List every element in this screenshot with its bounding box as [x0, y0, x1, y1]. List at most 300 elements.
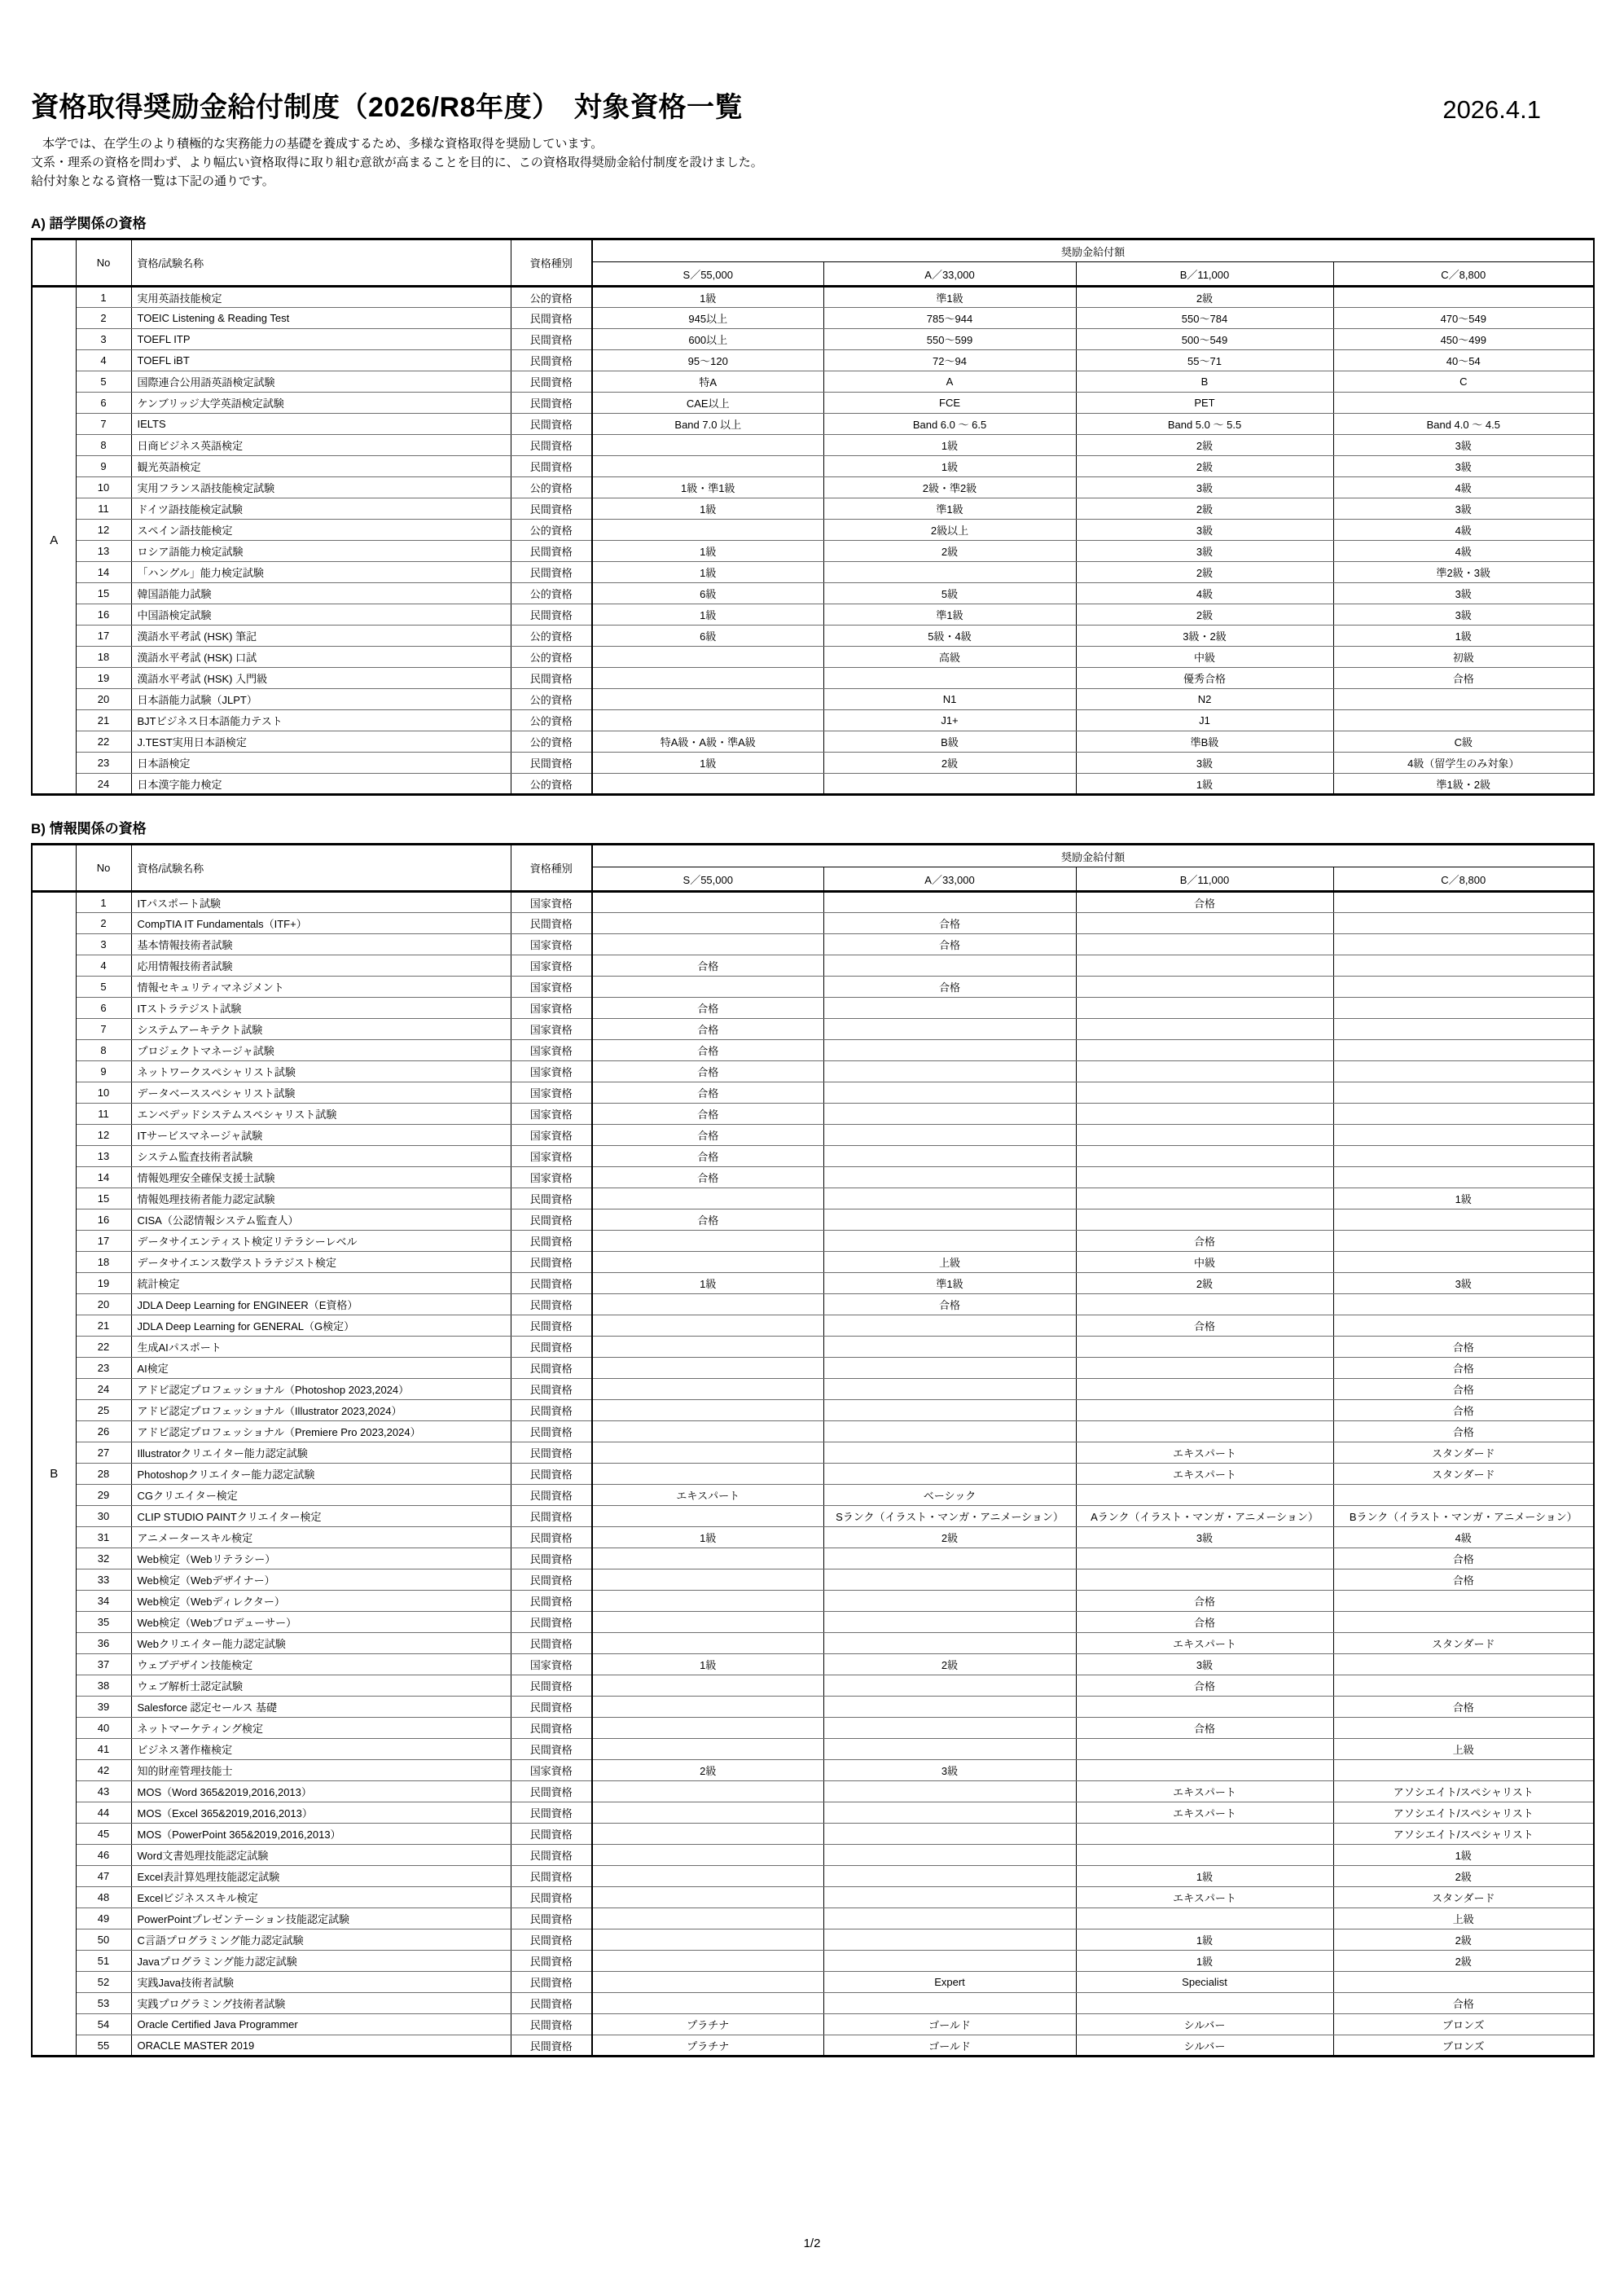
qualification-name: Web検定（Webプロデューサー） [131, 1612, 511, 1633]
qualification-name: プロジェクトマネージャ試験 [131, 1040, 511, 1061]
row-number: 29 [76, 1485, 131, 1506]
group-column-header [32, 845, 76, 892]
grade-s: 1級・準1級 [592, 477, 823, 498]
row-number: 10 [76, 477, 131, 498]
grade-b: 2級 [1076, 604, 1333, 626]
table-row [32, 287, 1594, 308]
qualification-name: 基本情報技術者試験 [131, 934, 511, 955]
qualification-name: アドビ認定プロフェッショナル（Premiere Pro 2023,2024） [131, 1421, 511, 1442]
name-column-header: 資格/試験名称 [131, 239, 511, 287]
grade-c: 4級 [1333, 477, 1594, 498]
qualification-name: AI検定 [131, 1358, 511, 1379]
row-number: 43 [76, 1781, 131, 1802]
grade-s: 2級 [592, 1760, 823, 1781]
grade-a: 2級 [823, 1654, 1076, 1675]
grade-c: 合格 [1333, 1358, 1594, 1379]
grade-b: 1級 [1076, 774, 1333, 795]
row-number: 53 [76, 1993, 131, 2014]
header-row-top [32, 845, 1594, 867]
grade-s [592, 435, 823, 456]
qualification-type: 民間資格 [511, 1358, 592, 1379]
qualification-type: 民間資格 [511, 1421, 592, 1442]
grade-b: 3級 [1076, 1654, 1333, 1675]
grade-a: 5級 [823, 583, 1076, 604]
grade-c: ブロンズ [1333, 2014, 1594, 2035]
grade-a [823, 1739, 1076, 1760]
row-number: 7 [76, 414, 131, 435]
grade-c [1333, 1315, 1594, 1337]
grade-b: Specialist [1076, 1972, 1333, 1993]
grade-c: 40〜54 [1333, 350, 1594, 371]
qualification-name: CompTIA IT Fundamentals（ITF+） [131, 913, 511, 934]
grade-a: 準1級 [823, 498, 1076, 520]
grade-b: エキスパート [1076, 1781, 1333, 1802]
grade-b: エキスパート [1076, 1442, 1333, 1464]
row-number: 20 [76, 689, 131, 710]
grade-b [1076, 1040, 1333, 1061]
grade-a: B級 [823, 731, 1076, 753]
group-letter: A [32, 287, 76, 795]
qualification-name: Web検定（Webデザイナー） [131, 1569, 511, 1591]
grade-b [1076, 913, 1333, 934]
qualification-name: データベーススペシャリスト試験 [131, 1082, 511, 1104]
grade-b: 合格 [1076, 1231, 1333, 1252]
grade-a [823, 1697, 1076, 1718]
row-number: 17 [76, 1231, 131, 1252]
grade-s: 合格 [592, 1082, 823, 1104]
table-row [32, 2035, 1594, 2057]
type-column-header: 資格種別 [511, 845, 592, 892]
qualification-name: 情報処理技術者能力認定試験 [131, 1188, 511, 1209]
grade-s: Band 7.0 以上 [592, 414, 823, 435]
table-row [32, 1400, 1594, 1421]
grade-b [1076, 1485, 1333, 1506]
row-number: 4 [76, 350, 131, 371]
grade-c [1333, 1104, 1594, 1125]
qualification-type: 国家資格 [511, 1082, 592, 1104]
amount-c-header: C／8,800 [1333, 867, 1594, 892]
table-row [32, 647, 1594, 668]
row-number: 54 [76, 2014, 131, 2035]
table-row [32, 604, 1594, 626]
grade-b: 2級 [1076, 562, 1333, 583]
qualification-name: 国際連合公用語英語検定試験 [131, 371, 511, 393]
table-row [32, 1824, 1594, 1845]
grade-c: スタンダード [1333, 1887, 1594, 1908]
grade-s: 合格 [592, 1167, 823, 1188]
row-number: 34 [76, 1591, 131, 1612]
grade-c: C級 [1333, 731, 1594, 753]
intro-line-2: 文系・理系の資格を問わず、より幅広い資格取得に取り組む意欲が高まることを目的に、この資格取得奨励金給付制度を設けました。 [31, 156, 763, 169]
no-column-header: No [76, 845, 131, 892]
row-number: 39 [76, 1697, 131, 1718]
qualification-name: システムアーキテクト試験 [131, 1019, 511, 1040]
grade-c: 3級 [1333, 583, 1594, 604]
row-number: 25 [76, 1400, 131, 1421]
qualification-type: 国家資格 [511, 934, 592, 955]
grade-b: 2級 [1076, 287, 1333, 308]
qualification-name: 漢語水平考試 (HSK) 口試 [131, 647, 511, 668]
qualification-type: 民間資格 [511, 435, 592, 456]
grade-s: プラチナ [592, 2035, 823, 2057]
table-row [32, 1040, 1594, 1061]
grade-b [1076, 998, 1333, 1019]
row-number: 41 [76, 1739, 131, 1760]
table-row [32, 1951, 1594, 1972]
qualification-type: 民間資格 [511, 1887, 592, 1908]
grade-s: 1級 [592, 562, 823, 583]
row-number: 15 [76, 583, 131, 604]
table-row [32, 1379, 1594, 1400]
grade-a [823, 1802, 1076, 1824]
table-row [32, 1146, 1594, 1167]
table-row [32, 1464, 1594, 1485]
grade-c [1333, 1294, 1594, 1315]
grade-b: 2級 [1076, 1273, 1333, 1294]
grade-a: N1 [823, 689, 1076, 710]
row-number: 2 [76, 308, 131, 329]
grade-s: 合格 [592, 998, 823, 1019]
qualification-type: 民間資格 [511, 1400, 592, 1421]
qualification-name: 漢語水平考試 (HSK) 筆記 [131, 626, 511, 647]
grade-b: Band 5.0 〜 5.5 [1076, 414, 1333, 435]
grade-c [1333, 1252, 1594, 1273]
table-row [32, 1697, 1594, 1718]
grade-c [1333, 1718, 1594, 1739]
grade-s [592, 1972, 823, 1993]
grade-s: 合格 [592, 1061, 823, 1082]
table-row [32, 1506, 1594, 1527]
qualification-type: 民間資格 [511, 1993, 592, 2014]
row-number: 49 [76, 1908, 131, 1929]
row-number: 4 [76, 955, 131, 977]
grade-c: C [1333, 371, 1594, 393]
grade-s [592, 1464, 823, 1485]
grade-b [1076, 934, 1333, 955]
grade-a [823, 1633, 1076, 1654]
grade-b: 中級 [1076, 647, 1333, 668]
table-row [32, 1315, 1594, 1337]
grade-c: アソシエイト/スペシャリスト [1333, 1824, 1594, 1845]
grade-c: スタンダード [1333, 1464, 1594, 1485]
name-column-header: 資格/試験名称 [131, 845, 511, 892]
amount-a-header: A／33,000 [823, 262, 1076, 287]
grade-a: A [823, 371, 1076, 393]
grade-b: 2級 [1076, 456, 1333, 477]
grade-a: 2級・準2級 [823, 477, 1076, 498]
group-column-header [32, 239, 76, 287]
grade-b [1076, 1993, 1333, 2014]
qualification-name: Salesforce 認定セールス 基礎 [131, 1697, 511, 1718]
grade-c: 3級 [1333, 435, 1594, 456]
table-row [32, 731, 1594, 753]
grade-c: ブロンズ [1333, 2035, 1594, 2057]
table-header [32, 845, 1594, 892]
table-row [32, 1104, 1594, 1125]
qualification-type: 民間資格 [511, 1294, 592, 1315]
grade-c: 2級 [1333, 1951, 1594, 1972]
grade-a [823, 1548, 1076, 1569]
row-number: 12 [76, 1125, 131, 1146]
qualification-type: 民間資格 [511, 1591, 592, 1612]
grade-s: 特A級・A級・準A級 [592, 731, 823, 753]
qualification-name: CGクリエイター検定 [131, 1485, 511, 1506]
grade-s: 1級 [592, 753, 823, 774]
grade-b: 500〜549 [1076, 329, 1333, 350]
qualification-type: 公的資格 [511, 689, 592, 710]
grade-c [1333, 689, 1594, 710]
grade-a: 5級・4級 [823, 626, 1076, 647]
qualification-name: アニメータースキル検定 [131, 1527, 511, 1548]
amount-a-header: A／33,000 [823, 867, 1076, 892]
grade-a: 2級以上 [823, 520, 1076, 541]
table-row [32, 710, 1594, 731]
qualification-type: 民間資格 [511, 604, 592, 626]
qualification-name: 生成AIパスポート [131, 1337, 511, 1358]
grade-c: 準1級・2級 [1333, 774, 1594, 795]
grade-s [592, 1781, 823, 1802]
grade-a [823, 1569, 1076, 1591]
row-number: 5 [76, 371, 131, 393]
qualification-type: 国家資格 [511, 1125, 592, 1146]
grade-b: 優秀合格 [1076, 668, 1333, 689]
qualification-type: 民間資格 [511, 1972, 592, 1993]
grade-s: プラチナ [592, 2014, 823, 2035]
grade-a [823, 1209, 1076, 1231]
row-number: 48 [76, 1887, 131, 1908]
grade-c [1333, 1125, 1594, 1146]
section-b-heading: B) 情報関係の資格 [31, 821, 147, 836]
qualification-type: 公的資格 [511, 774, 592, 795]
row-number: 45 [76, 1824, 131, 1845]
table-row [32, 1654, 1594, 1675]
row-number: 33 [76, 1569, 131, 1591]
grade-s: 95〜120 [592, 350, 823, 371]
grade-a [823, 1104, 1076, 1125]
table-row [32, 562, 1594, 583]
qualification-name: データサイエンス数学ストラテジスト検定 [131, 1252, 511, 1273]
qualification-type: 民間資格 [511, 1464, 592, 1485]
amount-s-header: S／55,000 [592, 867, 823, 892]
qualification-type: 民間資格 [511, 1824, 592, 1845]
row-number: 8 [76, 435, 131, 456]
amount-b-header: B／11,000 [1076, 867, 1333, 892]
grade-b: 1級 [1076, 1866, 1333, 1887]
qualification-type: 民間資格 [511, 308, 592, 329]
grade-b: エキスパート [1076, 1633, 1333, 1654]
grade-a: 2級 [823, 1527, 1076, 1548]
table-row [32, 1019, 1594, 1040]
qualification-name: Word文書処理技能認定試験 [131, 1845, 511, 1866]
grade-s [592, 668, 823, 689]
table-row [32, 1442, 1594, 1464]
grade-c [1333, 998, 1594, 1019]
row-number: 6 [76, 393, 131, 414]
table-row [32, 1612, 1594, 1633]
qualification-name: アドビ認定プロフェッショナル（Photoshop 2023,2024） [131, 1379, 511, 1400]
grade-a [823, 774, 1076, 795]
qualification-name: 実用フランス語技能検定試験 [131, 477, 511, 498]
grade-c: 1級 [1333, 1188, 1594, 1209]
qualification-name: 日本語検定 [131, 753, 511, 774]
table-row [32, 774, 1594, 795]
qualification-name: MOS（Excel 365&2019,2016,2013） [131, 1802, 511, 1824]
it-qualifications-table [31, 843, 1595, 2057]
row-number: 46 [76, 1845, 131, 1866]
grade-s [592, 1633, 823, 1654]
grade-c: 4級 [1333, 520, 1594, 541]
qualification-type: 民間資格 [511, 1675, 592, 1697]
grade-c: 4級 [1333, 541, 1594, 562]
qualification-type: 民間資格 [511, 1209, 592, 1231]
row-number: 9 [76, 1061, 131, 1082]
qualification-type: 民間資格 [511, 668, 592, 689]
grade-a: Expert [823, 1972, 1076, 1993]
table-row [32, 955, 1594, 977]
grade-s [592, 1866, 823, 1887]
intro-line-1: 本学では、在学生のより積極的な実務能力の基礎を養成するため、多様な資格取得を奨励しています。 [42, 137, 604, 151]
grade-s: 合格 [592, 955, 823, 977]
table-row [32, 1167, 1594, 1188]
grade-s: 6級 [592, 626, 823, 647]
row-number: 11 [76, 1104, 131, 1125]
qualification-name: MOS（Word 365&2019,2016,2013） [131, 1781, 511, 1802]
grade-b: 3級 [1076, 1527, 1333, 1548]
qualification-type: 民間資格 [511, 1802, 592, 1824]
row-number: 37 [76, 1654, 131, 1675]
grade-a [823, 1612, 1076, 1633]
grade-b [1076, 1908, 1333, 1929]
grade-a: 準1級 [823, 287, 1076, 308]
grade-b: 3級 [1076, 520, 1333, 541]
row-number: 26 [76, 1421, 131, 1442]
row-number: 16 [76, 604, 131, 626]
table-row [32, 498, 1594, 520]
qualification-type: 民間資格 [511, 371, 592, 393]
grade-s [592, 1802, 823, 1824]
grade-s [592, 1379, 823, 1400]
grade-b [1076, 1379, 1333, 1400]
grade-s [592, 1506, 823, 1527]
qualification-type: 公的資格 [511, 710, 592, 731]
row-number: 44 [76, 1802, 131, 1824]
qualification-type: 民間資格 [511, 1252, 592, 1273]
table-row [32, 1802, 1594, 1824]
grade-c: 3級 [1333, 456, 1594, 477]
grade-b [1076, 1188, 1333, 1209]
table-row [32, 393, 1594, 414]
grade-b [1076, 955, 1333, 977]
qualification-name: IELTS [131, 414, 511, 435]
table-row [32, 329, 1594, 350]
table-row [32, 1125, 1594, 1146]
grade-c: 1級 [1333, 1845, 1594, 1866]
table-row [32, 477, 1594, 498]
grade-b: 1級 [1076, 1929, 1333, 1951]
grade-s [592, 1612, 823, 1633]
row-number: 14 [76, 562, 131, 583]
table-row [32, 1739, 1594, 1760]
language-qualifications-table [31, 238, 1595, 796]
grade-s [592, 1231, 823, 1252]
grade-a [823, 1379, 1076, 1400]
row-number: 10 [76, 1082, 131, 1104]
grade-b [1076, 1104, 1333, 1125]
grade-a: 合格 [823, 1294, 1076, 1315]
grade-c: 4級 [1333, 1527, 1594, 1548]
qualification-name: Excelビジネススキル検定 [131, 1887, 511, 1908]
grade-c: 3級 [1333, 498, 1594, 520]
table-row [32, 456, 1594, 477]
qualification-name: TOEIC Listening & Reading Test [131, 308, 511, 329]
grade-c [1333, 1019, 1594, 1040]
table-row [32, 689, 1594, 710]
grade-s: 合格 [592, 1146, 823, 1167]
qualification-type: 国家資格 [511, 1019, 592, 1040]
qualification-name: 日本語能力試験（JLPT） [131, 689, 511, 710]
grade-b: 1級 [1076, 1951, 1333, 1972]
qualification-name: TOEFL ITP [131, 329, 511, 350]
table-row [32, 1675, 1594, 1697]
qualification-name: Web検定（Webリテラシー） [131, 1548, 511, 1569]
grade-a: 高級 [823, 647, 1076, 668]
table-row [32, 1252, 1594, 1273]
grade-b [1076, 1845, 1333, 1866]
grade-c: 合格 [1333, 1548, 1594, 1569]
grade-c [1333, 1675, 1594, 1697]
row-number: 12 [76, 520, 131, 541]
grade-s [592, 1993, 823, 2014]
qualification-type: 国家資格 [511, 1760, 592, 1781]
table-row [32, 753, 1594, 774]
grade-b [1076, 1739, 1333, 1760]
qualification-type: 公的資格 [511, 583, 592, 604]
table-row [32, 1591, 1594, 1612]
grade-c [1333, 1612, 1594, 1633]
qualification-name: 情報セキュリティマネジメント [131, 977, 511, 998]
grade-c: 合格 [1333, 1993, 1594, 2014]
qualification-name: Illustratorクリエイター能力認定試験 [131, 1442, 511, 1464]
row-number: 1 [76, 892, 131, 913]
grade-c: 初級 [1333, 647, 1594, 668]
qualification-name: 知的財産管理技能士 [131, 1760, 511, 1781]
intro-line-3: 給付対象となる資格一覧は下記の通りです。 [31, 174, 274, 188]
grade-a: 準1級 [823, 604, 1076, 626]
table-row [32, 998, 1594, 1019]
qualification-name: ITストラテジスト試験 [131, 998, 511, 1019]
row-number: 24 [76, 1379, 131, 1400]
grade-s [592, 1951, 823, 1972]
grade-b: 4級 [1076, 583, 1333, 604]
grade-s: 合格 [592, 1019, 823, 1040]
table-row [32, 913, 1594, 934]
it-qualifications-body [32, 892, 1594, 2057]
table-row [32, 583, 1594, 604]
grade-b: 準B級 [1076, 731, 1333, 753]
grade-s [592, 1718, 823, 1739]
grade-c [1333, 1082, 1594, 1104]
grade-s: CAE以上 [592, 393, 823, 414]
qualification-type: 民間資格 [511, 1845, 592, 1866]
grade-b: 55〜71 [1076, 350, 1333, 371]
grade-c: 合格 [1333, 1379, 1594, 1400]
table-row [32, 1887, 1594, 1908]
grade-c: アソシエイト/スペシャリスト [1333, 1781, 1594, 1802]
grade-a [823, 892, 1076, 913]
grade-b: エキスパート [1076, 1802, 1333, 1824]
grade-s [592, 977, 823, 998]
qualification-type: 民間資格 [511, 753, 592, 774]
